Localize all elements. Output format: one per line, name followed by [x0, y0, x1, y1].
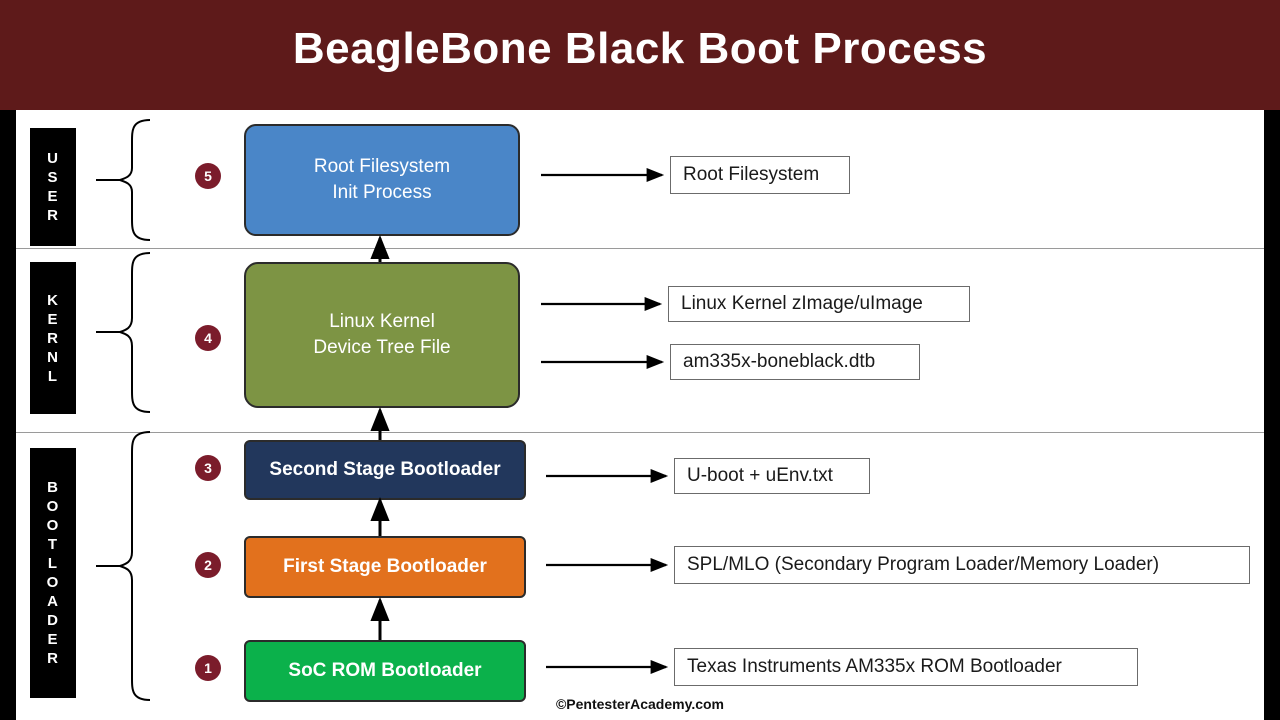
right-edge-bar [1264, 110, 1280, 720]
process-box-root-filesystem[interactable] [244, 124, 520, 236]
phase-label-kernel [30, 262, 76, 414]
output-box-spl-mlo: SPL/MLO (Secondary Program Loader/Memory Loader) [674, 546, 1250, 584]
separator-kernel-bootloader [16, 432, 1264, 433]
step-badge-3: 3 [195, 455, 221, 481]
stage-braces [96, 120, 150, 700]
footer-credit: ©PentesterAcademy.com [555, 696, 724, 712]
output-box-root-filesystem: Root Filesystem [670, 156, 850, 194]
process-box-second-stage-bootloader[interactable] [244, 440, 526, 500]
page-title: BeagleBone Black Boot Process [292, 24, 988, 73]
process-box-root-filesystem-line2: Init Process [332, 182, 432, 203]
process-box-first-stage-label: First Stage Bootloader [283, 556, 487, 577]
process-box-first-stage-bootloader[interactable] [244, 536, 526, 598]
process-box-second-stage-label: Second Stage Bootloader [269, 459, 501, 480]
output-box-uboot: U-boot + uEnv.txt [674, 458, 870, 494]
output-box-kernel-image: Linux Kernel zImage/uImage [668, 286, 970, 322]
process-box-linux-kernel-line1: Linux Kernel [329, 311, 435, 332]
step-badge-5: 5 [195, 163, 221, 189]
left-edge-bar [0, 110, 16, 720]
process-box-soc-rom-bootloader[interactable] [244, 640, 526, 702]
output-box-ti-rom-bootloader: Texas Instruments AM335x ROM Bootloader [674, 648, 1138, 686]
phase-user-letters: U S E R [47, 150, 59, 224]
title-bar [0, 0, 1280, 110]
process-box-root-filesystem-line1: Root Filesystem [313, 156, 451, 177]
separator-user-kernel [16, 248, 1264, 249]
output-box-device-tree: am335x-boneblack.dtb [670, 344, 920, 380]
phase-label-bootloader [30, 448, 76, 698]
step-badge-2: 2 [195, 552, 221, 578]
phase-label-user [30, 128, 76, 246]
process-box-linux-kernel[interactable] [244, 262, 520, 408]
process-box-soc-rom-label: SoC ROM Bootloader [288, 660, 482, 681]
process-box-linux-kernel-line2: Device Tree File [313, 337, 451, 358]
step-badge-4: 4 [195, 325, 221, 351]
step-badge-1: 1 [195, 655, 221, 681]
phase-kernel-letters: K E R N L [47, 291, 59, 385]
phase-bootloader-letters: B O O T L O A D E R [46, 479, 60, 667]
